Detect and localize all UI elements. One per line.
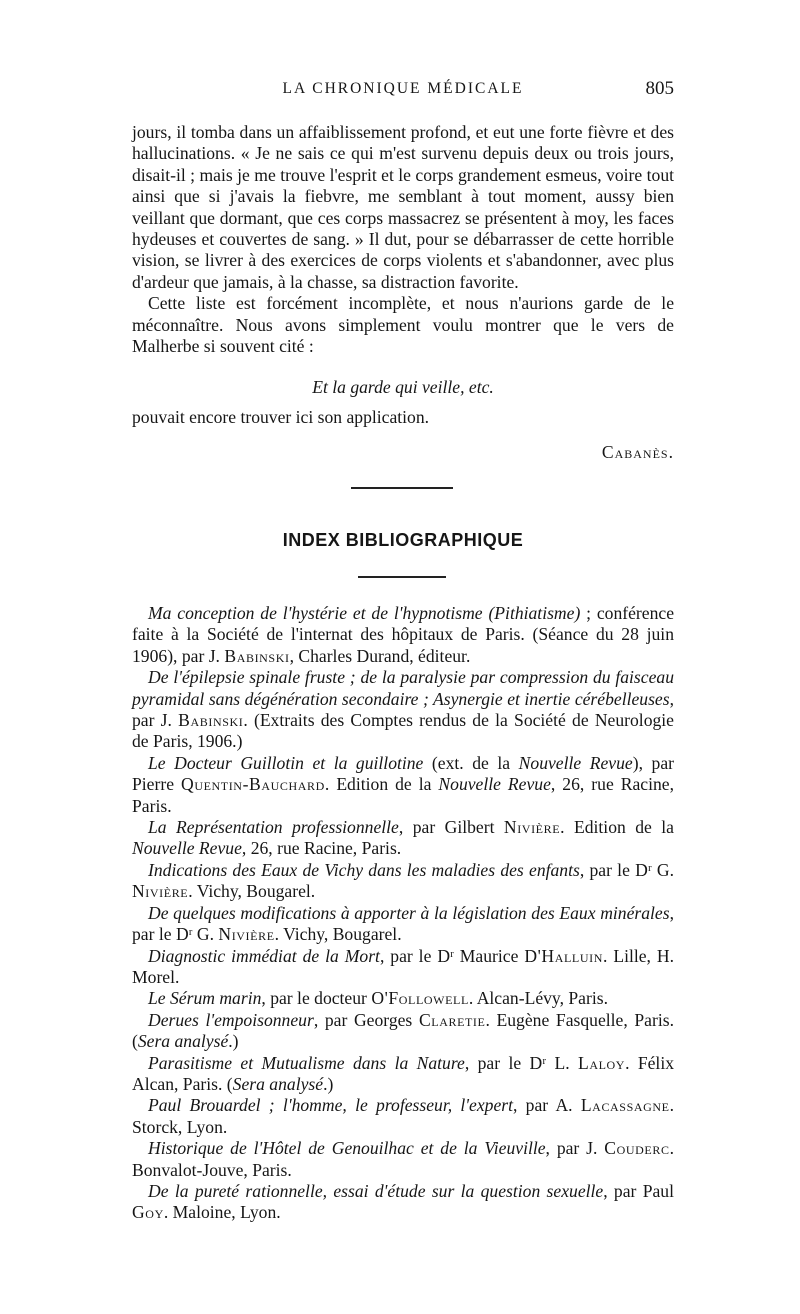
entry-text: . (Extraits des Comptes rendus de la Société de Neurologie de Paris, 1906.) [132, 710, 674, 752]
section-heading: INDEX BIBLIOGRAPHIQUE [282, 530, 524, 550]
work-title: Historique de l'Hôtel de Genouilhac et de la Vieuville [148, 1138, 546, 1159]
work-title: Le Sérum marin [148, 988, 262, 1009]
entry-text: , 26, rue Racine, Paris. [132, 774, 674, 816]
journal-title: Nouvelle Revue [438, 774, 551, 795]
entry-text: , par le Dʳ L. [464, 1052, 578, 1073]
work-title: Ma conception de l'hystérie et de l'hypnotisme (Pithiatisme) [148, 603, 581, 623]
work-title: Indications des Eaux de Vichy dans les maladies des enfants [148, 859, 580, 880]
entry-text: ), par Pierre [132, 752, 674, 795]
entry-text: .) [228, 1031, 239, 1052]
entry-text: . Maloine, Lyon. [163, 1202, 281, 1223]
entry-text: . Storck, Lyon. [132, 1095, 674, 1137]
work-title: La Représentation professionnelle [148, 817, 399, 838]
entry-text: , par le Dʳ Maurice [379, 945, 525, 966]
bibliography-entry [132, 903, 674, 946]
author-name: Nivière [503, 817, 561, 838]
body-paragraph: pouvait encore trouver ici son application. [132, 406, 430, 427]
entry-text: . Eugène Fasquelle, Paris. ( [132, 1009, 674, 1052]
entry-text: . Edition de la [324, 774, 439, 795]
author-name: O'Followell [371, 988, 469, 1009]
work-title: Derues l'empoisonneur [148, 1009, 314, 1030]
entry-text: . Lille, H. Morel. [132, 945, 675, 987]
bibliography-entry [132, 1095, 674, 1138]
entry-text: (ext. de la [423, 752, 519, 773]
journal-title: Nouvelle Revue [132, 838, 242, 859]
body-paragraph: jours, il tomba dans un affaiblissement profond, et eut une forte fièvre et des hallucinations. « Je ne sais ce qui m'est survenu depuis deux ou trois jours, disait-il ; mais je me trouve l'esprit et le corps grandement esmeus, voire tout ainsi que si j'avais la fiebvre, me semblant à tout moment, aussy bien veillant que dormant, que ces corps massacrez se présentent à moy, les faces hydeuses et couvertes de sang. » Il dut, pour se débarrasser de cette horrible vision, se livrer à des exercices de corps violents et s'abandonner, avec plus d'ardeur que jamais, à la chasse, sa distraction favorite. [132, 122, 674, 292]
review-note: Sera analysé [137, 1031, 229, 1052]
bibliography-entry [132, 1181, 674, 1224]
author-name: Nivière [218, 924, 275, 945]
divider-rule [351, 487, 453, 489]
entry-text: ; conférence faite à la Société de l'internat des hôpitaux de Paris. (Séance du 28 juin 1906), par J. [132, 603, 675, 666]
entry-text: , par A. [513, 1095, 581, 1116]
page-header [132, 80, 674, 110]
bibliography-entry [132, 860, 674, 903]
work-title: De la pureté rationnelle, essai d'étude sur la question sexuelle [148, 1180, 604, 1201]
entry-text: , par Georges [313, 1009, 419, 1030]
bibliography-list [132, 603, 674, 1224]
entry-text: , 26, rue Racine, Paris. [241, 838, 402, 859]
author-name: Nivière [132, 881, 189, 902]
body-paragraph: Cette liste est forcément incomplète, et nous n'aurions garde de le méconnaître. Nous avons simplement voulu montrer que le vers de Malherbe si souvent cité : [132, 293, 674, 357]
journal-title: Nouvelle Revue [518, 752, 633, 773]
bibliography-entry [132, 603, 674, 667]
bibliography-entry [132, 667, 674, 753]
entry-text: , par Gilbert [398, 817, 504, 838]
author-name: Claretie [418, 1009, 486, 1030]
author-name: Quentin-Bauchard [181, 774, 325, 795]
bibliography-entry [132, 753, 674, 817]
author-name: Lacassagne [580, 1095, 670, 1116]
bibliography-entry [132, 1138, 674, 1181]
author-name: Babinski [224, 645, 290, 666]
author-name: Couderc [604, 1138, 670, 1159]
verse-quote: Et la garde qui veille, etc. [312, 377, 494, 398]
entry-text: , par J. [545, 1138, 605, 1159]
work-title: Paul Brouardel ; l'homme, le professeur, l'expert [148, 1095, 513, 1116]
work-title: Parasitisme et Mutualisme dans la Nature [148, 1052, 465, 1073]
entry-text: , par le Dʳ G. [579, 859, 674, 880]
bibliography-entry [132, 817, 674, 860]
divider-rule [358, 576, 446, 578]
work-title: De quelques modifications à apporter à la législation des Eaux minérales [148, 902, 670, 923]
entry-text: , par le Dʳ G. [132, 902, 674, 945]
entry-text: . Félix Alcan, Paris. ( [132, 1052, 675, 1094]
running-title: LA CHRONIQUE MÉDICALE [282, 80, 524, 97]
bibliography-entry [132, 988, 674, 1009]
bibliography-entry [132, 946, 674, 989]
bibliography-entry [132, 1053, 674, 1096]
author-name: Goy [132, 1202, 164, 1223]
author-name: Laloy [577, 1052, 626, 1073]
entry-text: , par le docteur [261, 988, 372, 1009]
bibliography-entry [132, 1010, 674, 1053]
page-number: 805 [645, 78, 674, 99]
entry-text: , Charles Durand, éditeur. [289, 645, 471, 666]
entry-text: , par J. [132, 688, 674, 731]
work-title: Le Docteur Guillotin et la guillotine [148, 752, 424, 773]
entry-text: , par Paul [603, 1180, 674, 1201]
author-signature: Cabanès. [601, 442, 674, 463]
review-note: Sera analysé [232, 1073, 324, 1094]
entry-text: . Edition de la [560, 817, 674, 838]
work-title: De l'épilepsie spinale fruste ; de la paralysie par compression du faisceau pyramidal sans dégénération secondaire ; Asynergie et inertie cérébelleuses [132, 667, 674, 709]
entry-text: .) [323, 1073, 334, 1094]
work-title: Diagnostic immédiat de la Mort [148, 945, 380, 966]
body-text [132, 122, 674, 464]
author-name: D'Halluin [524, 945, 603, 966]
author-name: Babinski [178, 710, 244, 731]
entry-text: . Bonvalot-Jouve, Paris. [132, 1138, 674, 1180]
entry-text: . Alcan-Lévy, Paris. [468, 988, 608, 1009]
entry-text: . Vichy, Bougarel. [274, 924, 402, 945]
entry-text: . Vichy, Bougarel. [188, 881, 316, 902]
